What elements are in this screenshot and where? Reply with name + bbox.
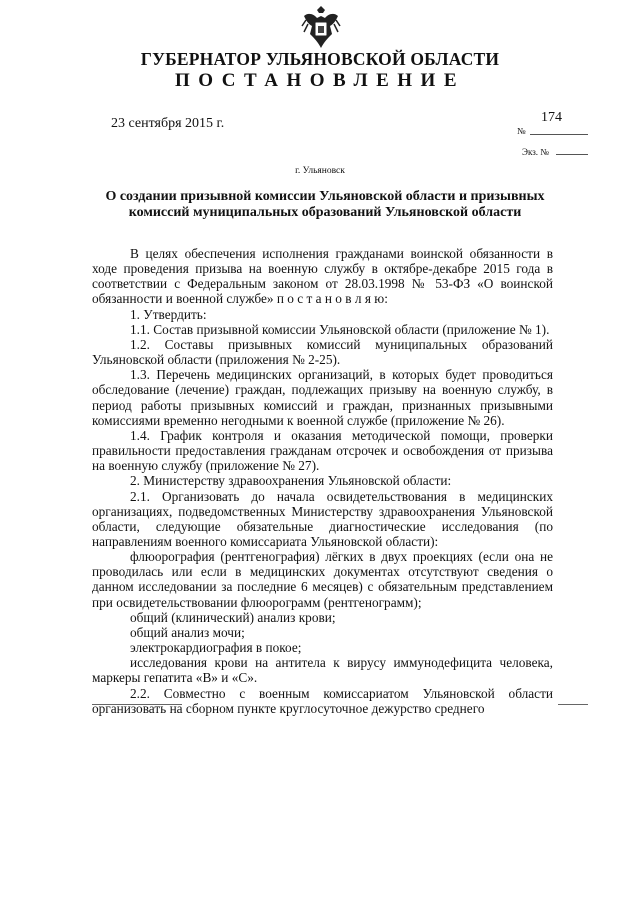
document-title: О создании призывной комиссии Ульяновской области и призывных комиссий муниципальных образований Ульяновской области [105,189,545,220]
document-number: 174 [541,110,562,125]
clause-1: 1. Утвердить: [130,306,207,322]
clause-1-2: 1.2. Составы призывных комиссий муниципальных образований Ульяновской области (приложения № 2-25). [92,336,553,368]
document-type: ПОСТАНОВЛЕНИЕ [174,70,466,91]
list-item-antibody-test: исследования крови на антитела к вирусу иммунодефицита человека, маркеры гепатита «В» и «С». [92,655,553,686]
clause-2: 2. Министерству здравоохранения Ульяновской области: [130,473,452,489]
list-item-blood-test: общий (клинический) анализ крови; [130,609,336,625]
clause-1-3: 1.3. Перечень медицинских организаций, в которых будет проводиться обследование (лечение) граждан, подлежащих призыву на военную службу, в период работы призывных комиссий и граждан, признанных призывными комиссиями временно негодными к военной службе (приложение № 26). [92,367,553,428]
issuing-authority: ГУБЕРНАТОР УЛЬЯНОВСКОЙ ОБЛАСТИ [140,49,500,69]
clause-1-4: 1.4. График контроля и оказания методической помощи, проверки правильности предоставления гражданам отсрочек и освобождения от призыва на военную службу (приложение № 27). [92,427,553,474]
coat-of-arms-icon [300,4,342,50]
list-item-fluorography: флюорография (рентгенография) лёгких в двух проекциях (если она не проводилась или если в медицинских документах отсутствуют сведения о данном исследовании за последние 6 месяцев) с обязательным представлением при освидетельствовании флюорограмм (рентгенограмм); [92,549,553,610]
copy-number-label: Экз. № [522,147,549,157]
city: г. Ульяновск [295,166,345,176]
number-sign: № [517,126,526,136]
footer-rule-left [92,704,182,705]
document-body [92,246,553,716]
clause-2-1: 2.1. Организовать до начала освидетельствования в медицинских организациях, подведомственных Министерству здравоохранения Ульяновской области, следующие обязательные диагностические исследования (по направлениям военного комиссариата Ульяновской области): [92,488,553,549]
clause-2-2: 2.2. Совместно с военным комиссариатом Ульяновской области организовать на сборном пункте круглосуточное дежурство среднего [92,685,553,716]
preamble-paragraph: В целях обеспечения исполнения гражданами воинской обязанности в ходе проведения призыва на военную службу в октябре-декабре 2015 года в соответствии с Федеральным законом от 28.03.1998 № 53-ФЗ «О воинской обязанности и военной службе» п о с т а н о в л я ю: [92,246,553,307]
copy-number-underline [556,154,588,155]
list-item-ecg: электрокардиография в покое; [130,640,302,656]
list-item-urine-test: общий анализ мочи; [130,624,245,640]
clause-1-1: 1.1. Состав призывной комиссии Ульяновской области (приложение № 1). [130,321,550,337]
number-underline [530,134,588,135]
footer-rule-right [558,704,588,705]
document-date: 23 сентября 2015 г. [111,116,225,131]
